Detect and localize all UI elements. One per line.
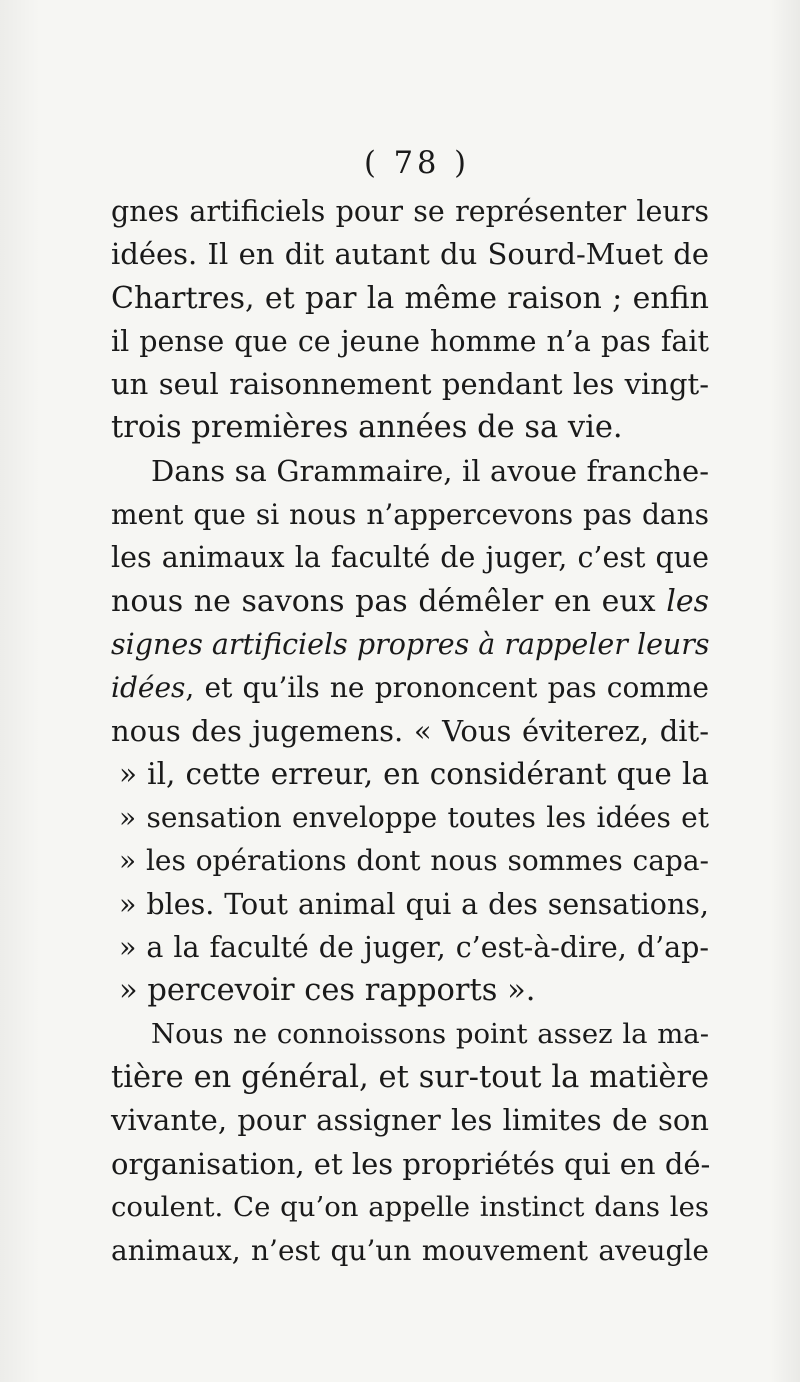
line-text: » percevoir ces rapports ». (119, 973, 536, 1009)
text-line (111, 493, 709, 536)
line-text: tière en général, et sur-tout la matière (111, 1059, 709, 1095)
text-line (111, 320, 709, 363)
text-line (111, 406, 709, 449)
page-number: ( 78 ) (364, 146, 470, 181)
quote-line (111, 926, 709, 969)
line-text: animaux, n’est qu’un mouvement aveugle (111, 1234, 709, 1268)
line-text: Chartres, et par la même raison ; enfin (111, 280, 709, 316)
line-text: il pense que ce jeune homme n’a pas fait (111, 324, 709, 358)
text-block (111, 140, 709, 1272)
line-text: » a la faculté de juger, c’est-à-dire, d’ap- (119, 931, 709, 965)
text-line (111, 666, 709, 709)
text-line (111, 1229, 709, 1272)
line-text: gnes artificiels pour se représenter leurs (111, 195, 709, 228)
line-text: vivante, pour assigner les limites de son (111, 1103, 709, 1138)
line-text: organisation, et les propriétés qui en dé- (111, 1146, 711, 1181)
line-text: » les opérations dont nous sommes capa- (119, 844, 709, 878)
line-text: ment que si nous n’appercevons pas dans (111, 498, 709, 532)
quote-line (111, 969, 709, 1012)
line-text: Nous ne connoissons point assez la ma- (151, 1017, 709, 1050)
line-text: trois premières années de sa vie. (111, 410, 623, 446)
text-line (111, 363, 709, 406)
quote-line (111, 796, 709, 839)
line-text: Dans sa Grammaire, il avoue franche- (151, 453, 709, 488)
text-line (111, 1143, 709, 1186)
text-line (111, 190, 709, 233)
text-line (111, 1186, 709, 1229)
line-text: , et qu’ils ne prononcent pas comme (185, 671, 709, 705)
text-line (111, 1056, 709, 1099)
line-text: » sensation enveloppe toutes les idées et (119, 801, 709, 835)
line-text: nous ne savons pas démêler en eux (111, 583, 656, 619)
italic-text: les (666, 583, 709, 619)
text-line (111, 536, 709, 579)
text-line (111, 233, 709, 276)
quote-line (111, 753, 709, 796)
line-text: coulent. Ce qu’on appelle instinct dans les (111, 1190, 709, 1223)
text-line (111, 710, 709, 753)
text-line (111, 277, 709, 320)
line-text: un seul raisonnement pendant les vingt- (111, 367, 709, 402)
text-line (111, 450, 709, 493)
text-line (111, 1099, 709, 1142)
italic-text: signes artificiels propres à rappeler leurs (111, 627, 710, 661)
line-text: nous des jugemens. « Vous éviterez, dit- (111, 713, 709, 748)
italic-text: idées (111, 671, 186, 705)
quote-line (111, 839, 709, 882)
line-text: » bles. Tout animal qui a des sensations, (119, 887, 709, 921)
text-line (111, 623, 709, 666)
line-text: » il, cette erreur, en considérant que la (119, 756, 709, 791)
line-text: les animaux la faculté de juger, c’est que (111, 541, 709, 575)
quote-line (111, 883, 709, 926)
line-text: idées. Il en dit autant du Sourd-Muet de (111, 237, 709, 272)
text-line (111, 1013, 709, 1056)
text-line (111, 580, 709, 623)
